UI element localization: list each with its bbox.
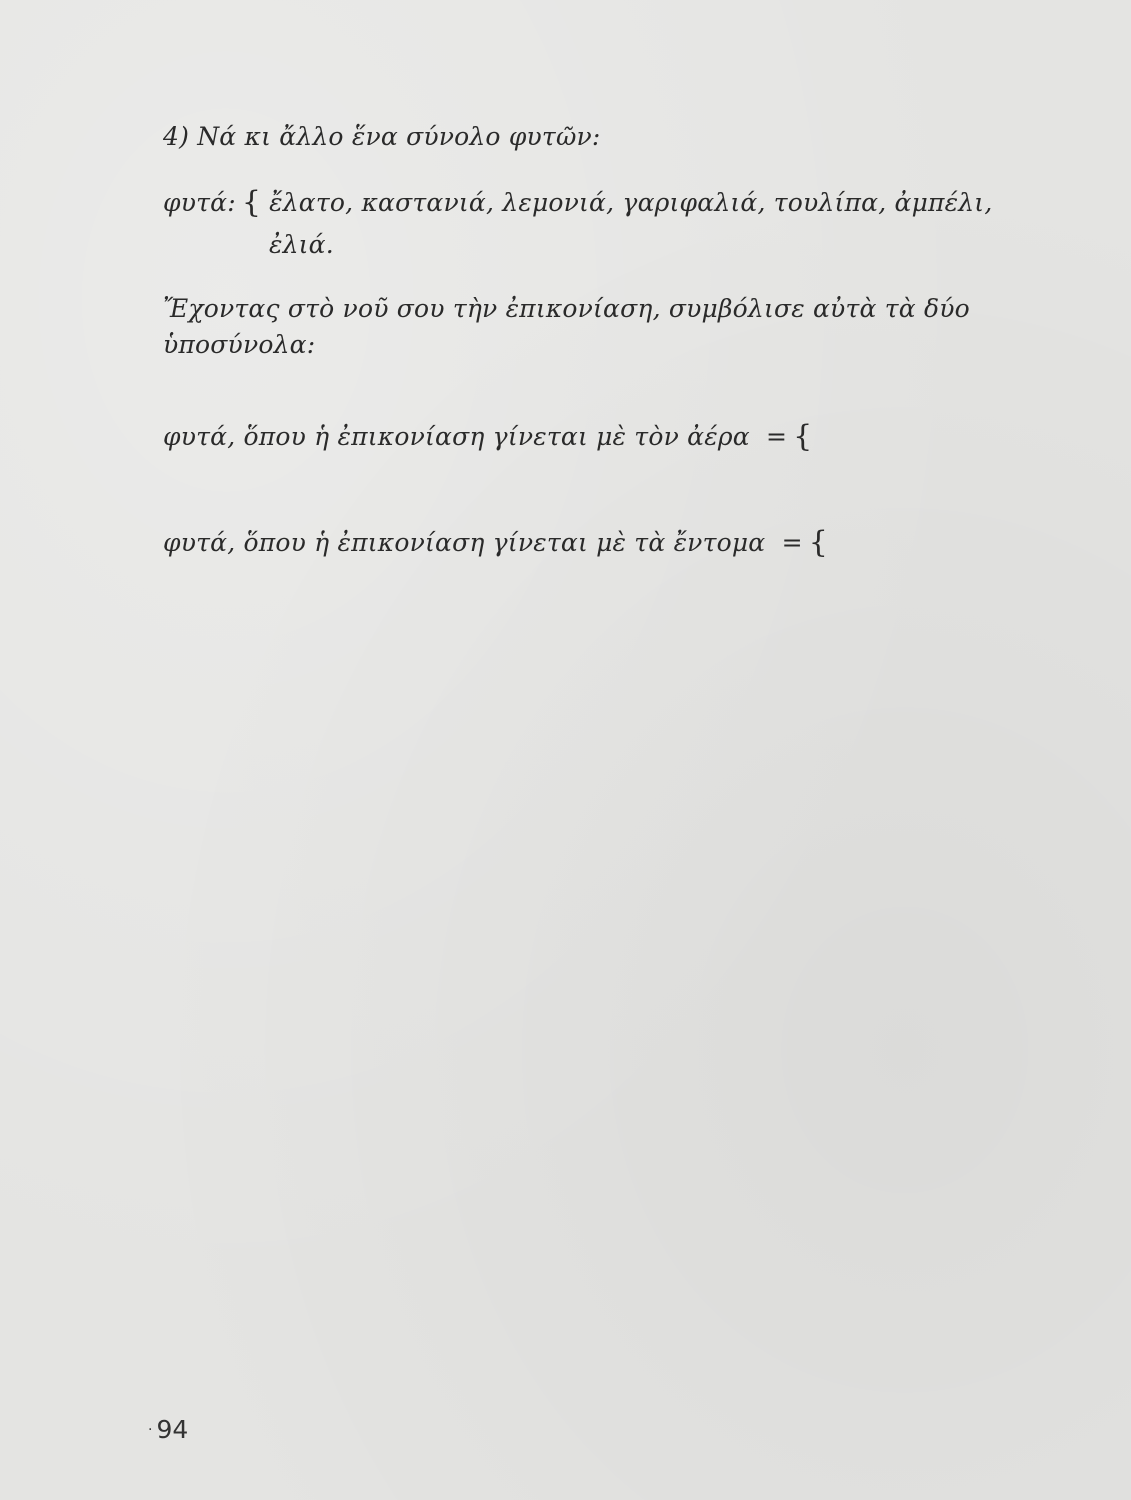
set-definition-line-1 xyxy=(163,184,992,219)
page-marker: · xyxy=(148,1422,153,1438)
set-members-continued: ἐλιά. xyxy=(269,230,334,259)
subset-air-label: φυτά, ὅπου ἡ ἐπικονίαση γίνεται μὲ τὸν ἀέρα xyxy=(163,422,750,451)
subset-air-brace: { xyxy=(793,419,813,454)
instruction-text: Ἔχοντας στὸ νοῦ σου τὴν ἐπικονίαση, συμβόλισε αὐτὰ τὰ δύο xyxy=(163,294,970,323)
heading-text: 4) Νά κι ἄλλο ἕνα σύνολο φυτῶν: xyxy=(163,122,601,151)
page-number xyxy=(148,1415,188,1444)
subset-insects-line xyxy=(163,524,836,559)
equals-sign: = xyxy=(781,528,803,557)
equals-sign: = xyxy=(765,422,788,451)
subset-insects-brace: { xyxy=(808,525,829,560)
exercise-heading xyxy=(163,122,601,151)
instruction-line-2 xyxy=(163,330,315,359)
instruction-text-continued: ὑποσύνολα: xyxy=(163,330,316,359)
set-definition-line-2 xyxy=(269,230,334,259)
instruction-line-1 xyxy=(163,294,970,323)
subset-air-line xyxy=(163,418,820,453)
page-number-text: 94 xyxy=(156,1415,189,1444)
set-members: ἔλατο, καστανιά, λεμονιά, γαριφαλιά, τουλίπα, ἀμπέλι, xyxy=(269,188,993,217)
set-open-brace: { xyxy=(241,185,262,220)
set-label: φυτά: xyxy=(163,188,236,217)
subset-insects-label: φυτά, ὅπου ἡ ἐπικονίαση γίνεται μὲ τὰ ἔντομα xyxy=(163,528,766,557)
